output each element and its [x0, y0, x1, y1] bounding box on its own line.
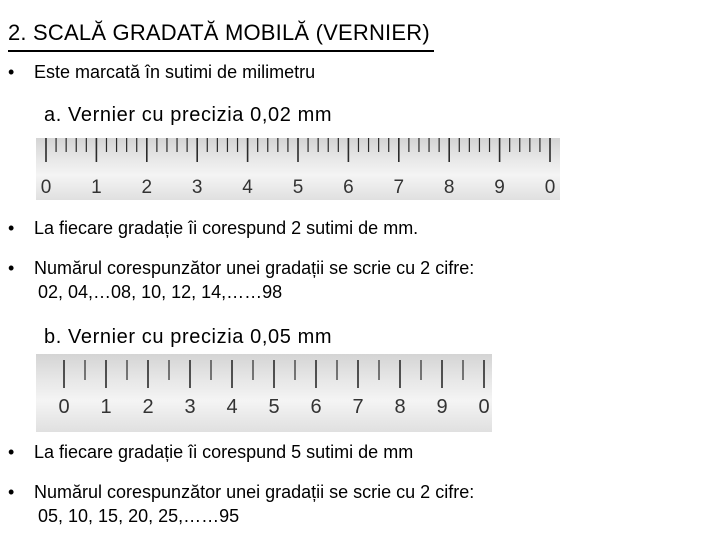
- bullet-dot: •: [8, 218, 15, 238]
- section-a-bullet-1-text: La fiecare gradație îi corespund 2 sutimi de mm.: [34, 218, 419, 238]
- scale-label: 6: [343, 177, 354, 198]
- scale-label: 1: [91, 177, 102, 198]
- section-b-heading: b. Vernier cu precizia 0,05 mm: [44, 326, 333, 348]
- scale-label: 8: [394, 396, 406, 418]
- section-b-bullet-1-text: La fiecare gradație îi corespund 5 sutimi de mm: [34, 442, 414, 462]
- section-a-bullet-2-values: 02, 04,…08, 10, 12, 14,……98: [38, 282, 283, 302]
- scale-label: 4: [242, 177, 253, 198]
- vernier-scale-b: [36, 354, 492, 432]
- section-b-bullet-2: [8, 480, 474, 528]
- section-b-bullet-1: [8, 440, 413, 464]
- scale-label: 9: [494, 177, 505, 198]
- scale-label: 3: [191, 177, 203, 198]
- bullet-dot: •: [8, 258, 15, 278]
- section-b-bullet-2-values: 05, 10, 15, 20, 25,……95: [38, 506, 240, 526]
- vernier-scale-a-drawing: [36, 138, 560, 200]
- scale-label: 5: [292, 177, 304, 198]
- scale-label: 1: [100, 396, 112, 418]
- bullet-dot: •: [8, 62, 15, 82]
- scale-label: 0: [58, 396, 70, 418]
- scale-label: 7: [393, 177, 405, 198]
- scale-label: 8: [443, 177, 455, 198]
- section-a-bullet-1: [8, 216, 418, 240]
- section-a-bullet-2: [8, 256, 474, 304]
- section-a-heading: a. Vernier cu precizia 0,02 mm: [44, 104, 333, 126]
- intro-bullet: [8, 60, 315, 84]
- section-b-bullet-2-text: Numărul corespunzător unei gradații se scrie cu 2 cifre:: [34, 482, 475, 502]
- scale-label: 2: [141, 177, 153, 198]
- page-title: 2. SCALĂ GRADATĂ MOBILĂ (VERNIER): [8, 20, 430, 45]
- scale-label: 3: [184, 396, 196, 418]
- scale-label: 0: [544, 177, 556, 198]
- vernier-scale-b-drawing: [36, 354, 492, 432]
- scale-label: 5: [268, 396, 280, 418]
- bullet-dot: •: [8, 482, 15, 502]
- scale-label: 9: [436, 396, 448, 418]
- scale-label: 0: [40, 177, 52, 198]
- section-a-bullet-2-text: Numărul corespunzător unei gradații se scrie cu 2 cifre:: [34, 258, 475, 278]
- intro-text: Este marcată în sutimi de milimetru: [34, 62, 316, 82]
- scale-label: 2: [142, 396, 154, 418]
- scale-label: 0: [478, 396, 490, 418]
- bullet-dot: •: [8, 442, 15, 462]
- scale-label: 7: [352, 396, 364, 418]
- scale-label: 4: [226, 396, 238, 418]
- vernier-scale-a: [36, 138, 560, 200]
- scale-label: 6: [310, 396, 322, 418]
